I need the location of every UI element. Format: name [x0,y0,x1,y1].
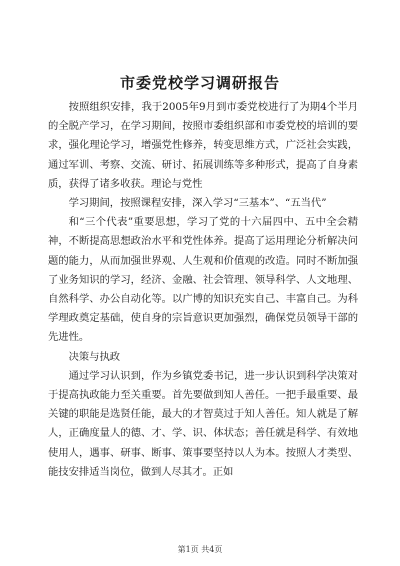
document-title: 市委党校学习调研报告 [119,74,280,92]
paragraph-decision: 通过学习认识到，作为乡镇党委书记，进一步认识到科学决策对于提高执政能力至关重要。首先要做到知人善任。一把手最重要、最关键的职能是选贤任能，最大的才智莫过于知人善任。知人就是了解人，正确度量人的德、才、学、识、体状态；善任就是科学、有效地使用人，遇事、研事、断事、策事要坚持以人为本。按照人才类型、能技安排适当岗位，做到人尽其才。正如 [48,369,358,478]
paragraph-study-period: 学习期间，按照课程安排，深入学习“三基本”、“五当代” [68,197,327,210]
page-number-footer: 第1页 共4页 [177,545,223,554]
paragraph-theory: 和“三个代表”重要思想，学习了党的十六届四中、五中全会精神，不断提高思想政治水平和党性体养。提高了运用理论分析解决问题的能力，从而加强世界观、人生观和价值观的改造。同时不断加强了业务知识的学习，经济、金融、社会管理、领导科学、人文地理、自然科学、办公自动化等。以广博的知识充实自己、丰富自己。为科学理政奠定基础，使自身的宗旨意识更加强烈，确保党员领导干部的先进性。 [48,216,358,344]
document-body [48,98,358,482]
section-heading-decision: 决策与执政 [68,350,121,363]
paragraph-intro: 按照组织安排，我于2005年9月到市委党校进行了为期4个半月的全脱产学习，在学习期间，按照市委组织部和市委党校的培训的要求，强化理论学习，增强党性修养，转变思维方式，广泛社会实践，通过军训、考察、交流、研讨、拓展训练等多种形式，提高了自身素质，获得了诸多收获。理论与党性 [48,101,358,190]
